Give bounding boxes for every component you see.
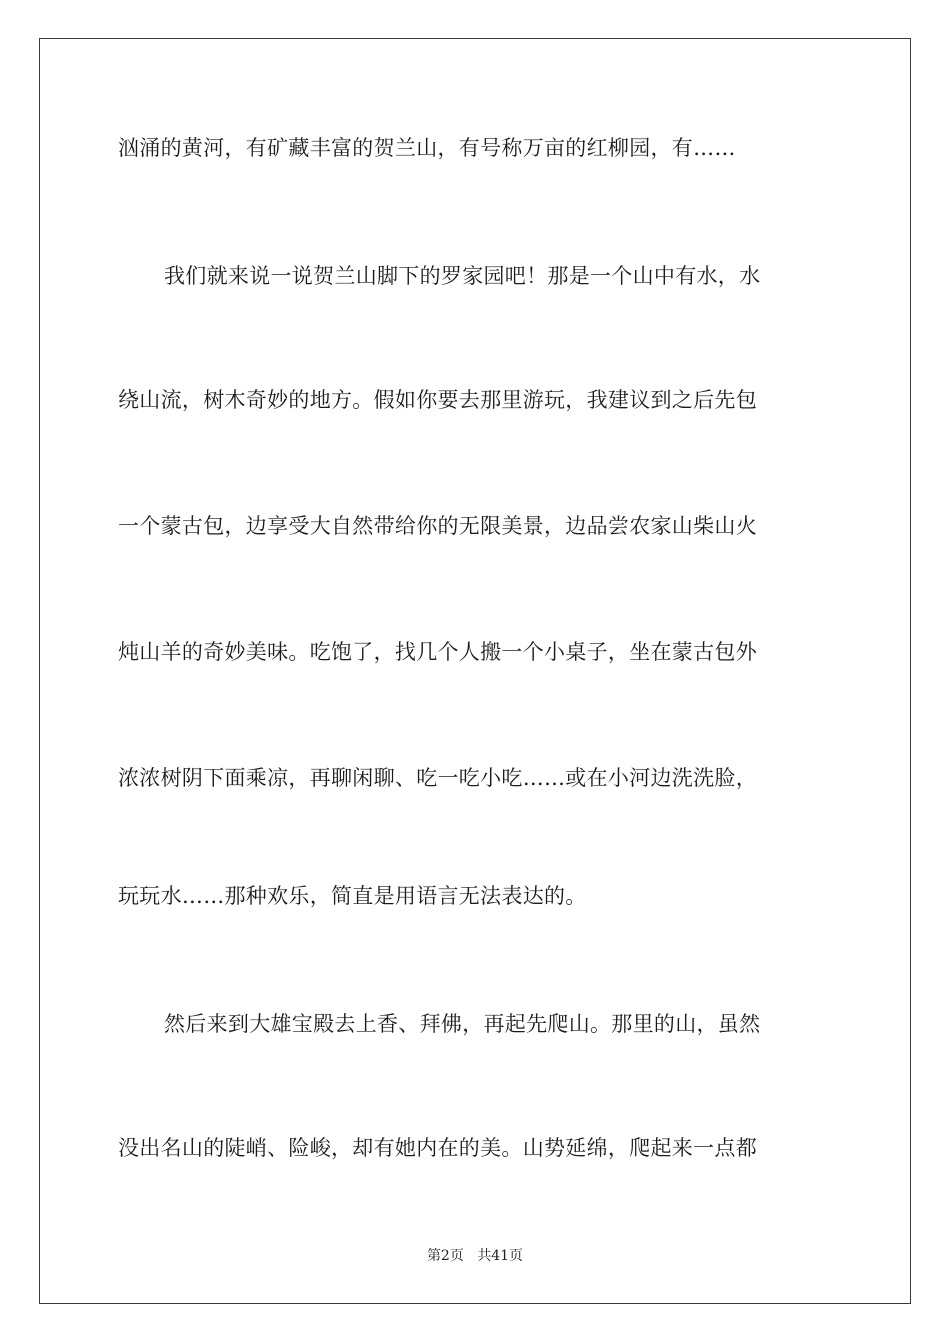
text-line-6: 浓浓树阴下面乘凉，再聊闲聊、吃一吃小吃……或在小河边洗洗脸， [118, 766, 757, 790]
text-line-5: 炖山羊的奇妙美味。吃饱了，找几个人搬一个小桌子，坐在蒙古包外 [118, 640, 757, 664]
text-line-3: 绕山流，树木奇妙的地方。假如你要去那里游玩，我建议到之后先包 [118, 388, 757, 412]
text-line-7: 玩玩水……那种欢乐，简直是用语言无法表达的。 [118, 884, 587, 908]
page-border [39, 38, 911, 1304]
paragraph-start-line-2: 我们就来说一说贺兰山脚下的罗家园吧！那是一个山中有水，水 [164, 264, 761, 288]
page-footer [0, 1247, 950, 1265]
text-line-4: 一个蒙古包，边享受大自然带给你的无限美景，边品尝农家山柴山火 [118, 514, 757, 538]
paragraph-start-line-8: 然后来到大雄宝殿去上香、拜佛，再起先爬山。那里的山，虽然 [164, 1012, 761, 1036]
page-number: 第2页 [426, 1248, 464, 1264]
page-total: 共41页 [477, 1248, 524, 1264]
text-line-1: 汹涌的黄河，有矿藏丰富的贺兰山，有号称万亩的红柳园，有…… [118, 136, 736, 160]
text-line-9: 没出名山的陡峭、险峻，却有她内在的美。山势延绵，爬起来一点都 [118, 1136, 757, 1160]
